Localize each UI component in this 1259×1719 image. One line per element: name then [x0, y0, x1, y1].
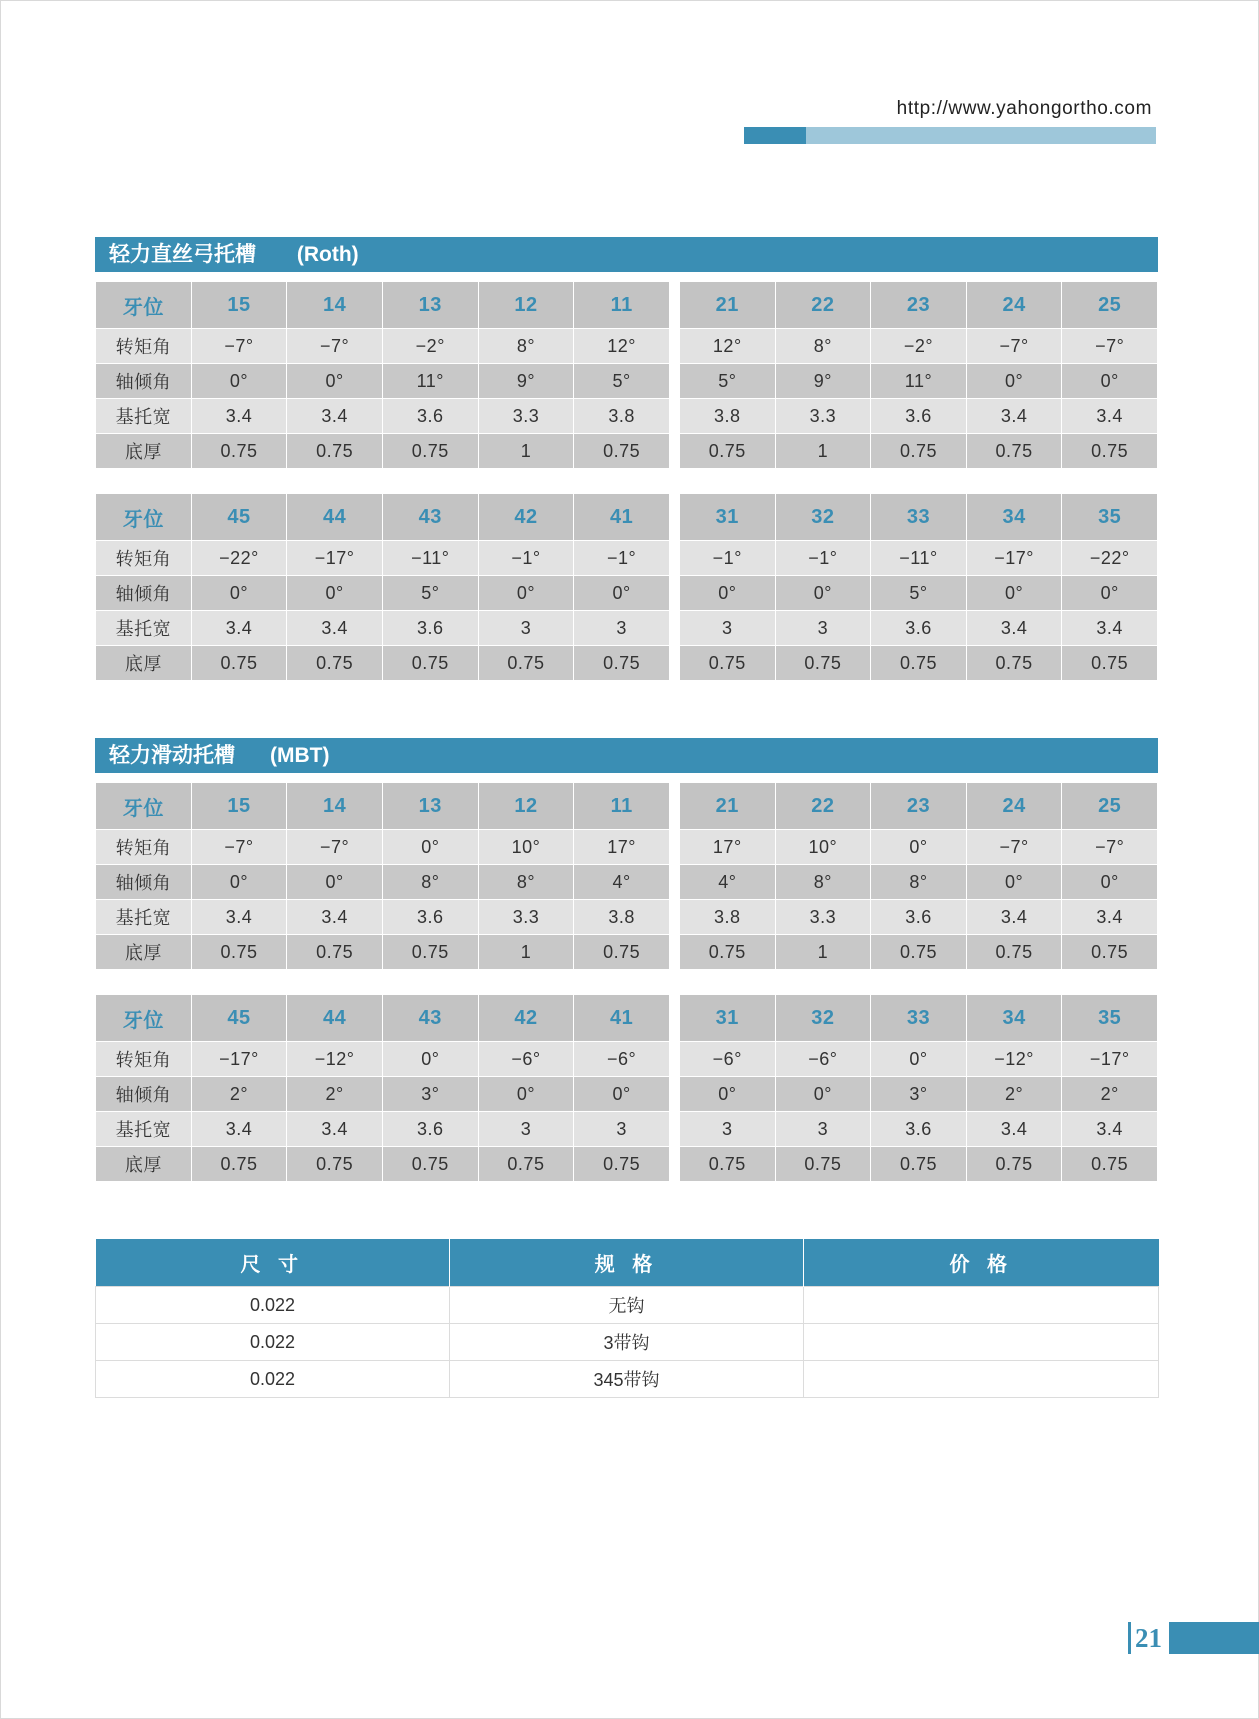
- value-cell: −17°: [191, 1042, 287, 1077]
- value-cell: 0.75: [574, 1147, 670, 1182]
- row-label: 轴倾角: [96, 1077, 192, 1112]
- value-cell: 17°: [680, 830, 776, 865]
- value-cell: 0.75: [191, 935, 287, 970]
- base-thickness-row: [96, 646, 670, 681]
- value-cell: 9°: [775, 364, 871, 399]
- tooth-number-cell: 23: [871, 783, 967, 830]
- value-cell: 0.75: [680, 646, 776, 681]
- tooth-position-row: [680, 494, 1158, 541]
- tooth-number-cell: 22: [775, 282, 871, 329]
- value-cell: 3.3: [775, 900, 871, 935]
- tooth-number-cell: 32: [775, 494, 871, 541]
- value-cell: 3.6: [382, 1112, 478, 1147]
- angulation-row: [96, 1077, 670, 1112]
- value-cell: 0°: [191, 364, 287, 399]
- value-cell: 1: [775, 434, 871, 469]
- value-cell: 0°: [1062, 865, 1158, 900]
- tooth-number-cell: 35: [1062, 995, 1158, 1042]
- row-label: 基托宽: [96, 611, 192, 646]
- tooth-number-cell: 41: [574, 995, 670, 1042]
- value-cell: −12°: [287, 1042, 383, 1077]
- value-cell: 0.75: [287, 434, 383, 469]
- value-cell: 3.3: [478, 900, 574, 935]
- row-label: 牙位: [96, 494, 192, 541]
- row-label: 转矩角: [96, 329, 192, 364]
- value-cell: 0°: [382, 830, 478, 865]
- value-cell: 2°: [1062, 1077, 1158, 1112]
- value-cell: 12°: [680, 329, 776, 364]
- value-cell: 0.75: [775, 1147, 871, 1182]
- row-label: 转矩角: [96, 541, 192, 576]
- value-cell: 3.4: [1062, 399, 1158, 434]
- size-cell: 0.022: [96, 1324, 450, 1361]
- section-title-roth: 轻力直丝弓托槽 (Roth): [95, 237, 1158, 272]
- value-cell: 1: [478, 434, 574, 469]
- value-cell: 0°: [871, 830, 967, 865]
- tooth-number-cell: 35: [1062, 494, 1158, 541]
- value-cell: 17°: [574, 830, 670, 865]
- value-cell: 3°: [382, 1077, 478, 1112]
- value-cell: 3.6: [871, 1112, 967, 1147]
- value-cell: 3: [775, 1112, 871, 1147]
- value-cell: 3.4: [966, 1112, 1062, 1147]
- row-label: 转矩角: [96, 1042, 192, 1077]
- value-cell: 0°: [478, 576, 574, 611]
- value-cell: 3°: [871, 1077, 967, 1112]
- tooth-number-cell: 13: [382, 783, 478, 830]
- value-cell: 3.8: [680, 399, 776, 434]
- base-width-row: [680, 900, 1158, 935]
- value-cell: 3: [775, 611, 871, 646]
- tooth-number-cell: 14: [287, 282, 383, 329]
- roth-upper-right: [679, 281, 1158, 469]
- value-cell: 3: [574, 611, 670, 646]
- row-label: 底厚: [96, 646, 192, 681]
- tooth-number-cell: 44: [287, 494, 383, 541]
- value-cell: 3.4: [191, 399, 287, 434]
- value-cell: −1°: [680, 541, 776, 576]
- tooth-number-cell: 24: [966, 783, 1062, 830]
- value-cell: −6°: [775, 1042, 871, 1077]
- value-cell: 3.4: [287, 611, 383, 646]
- tooth-number-cell: 25: [1062, 783, 1158, 830]
- roth-upper-table: [95, 281, 1158, 469]
- value-cell: 0°: [574, 576, 670, 611]
- tooth-position-row: [680, 282, 1158, 329]
- spec-cell: 345带钩: [450, 1361, 804, 1398]
- value-cell: 0.75: [966, 646, 1062, 681]
- torque-row: [96, 329, 670, 364]
- value-cell: 0°: [287, 364, 383, 399]
- value-cell: 5°: [871, 576, 967, 611]
- angulation-row: [96, 364, 670, 399]
- tooth-number-cell: 11: [574, 783, 670, 830]
- value-cell: −11°: [871, 541, 967, 576]
- value-cell: 3.6: [382, 900, 478, 935]
- value-cell: 0.75: [680, 1147, 776, 1182]
- value-cell: 0°: [478, 1077, 574, 1112]
- base-width-row: [680, 1112, 1158, 1147]
- tooth-number-cell: 14: [287, 783, 383, 830]
- price-cell: [804, 1287, 1159, 1324]
- tooth-number-cell: 44: [287, 995, 383, 1042]
- value-cell: 0.75: [680, 935, 776, 970]
- value-cell: 0.75: [287, 1147, 383, 1182]
- header-spec: 规 格: [450, 1239, 804, 1287]
- value-cell: 0.75: [574, 434, 670, 469]
- value-cell: 8°: [775, 865, 871, 900]
- value-cell: 3.4: [287, 1112, 383, 1147]
- tooth-number-cell: 43: [382, 995, 478, 1042]
- header-accent-bar-dark: [744, 127, 806, 144]
- value-cell: 0.75: [1062, 646, 1158, 681]
- value-cell: −22°: [191, 541, 287, 576]
- value-cell: 3.4: [966, 900, 1062, 935]
- tooth-number-cell: 45: [191, 995, 287, 1042]
- value-cell: 8°: [478, 865, 574, 900]
- roth-upper-left: [95, 281, 670, 469]
- value-cell: 3.4: [191, 1112, 287, 1147]
- value-cell: 5°: [382, 576, 478, 611]
- value-cell: −7°: [966, 329, 1062, 364]
- value-cell: −6°: [680, 1042, 776, 1077]
- website-url[interactable]: http://www.yahongortho.com: [896, 98, 1152, 119]
- value-cell: −11°: [382, 541, 478, 576]
- value-cell: −6°: [478, 1042, 574, 1077]
- price-cell: [804, 1324, 1159, 1361]
- value-cell: 5°: [680, 364, 776, 399]
- tooth-number-cell: 41: [574, 494, 670, 541]
- value-cell: 3.4: [191, 900, 287, 935]
- value-cell: 3: [574, 1112, 670, 1147]
- value-cell: 0.75: [1062, 434, 1158, 469]
- tooth-number-cell: 21: [680, 783, 776, 830]
- value-cell: 0°: [191, 576, 287, 611]
- tooth-number-cell: 33: [871, 494, 967, 541]
- tooth-number-cell: 45: [191, 494, 287, 541]
- value-cell: 0°: [287, 865, 383, 900]
- value-cell: 8°: [382, 865, 478, 900]
- roth-lower-table: [95, 493, 1158, 681]
- torque-row: [680, 541, 1158, 576]
- value-cell: 0°: [966, 364, 1062, 399]
- header-price: 价 格: [804, 1239, 1159, 1287]
- value-cell: 0.75: [1062, 1147, 1158, 1182]
- tooth-number-cell: 15: [191, 282, 287, 329]
- value-cell: 12°: [574, 329, 670, 364]
- tooth-number-cell: 34: [966, 494, 1062, 541]
- tooth-number-cell: 25: [1062, 282, 1158, 329]
- value-cell: −1°: [478, 541, 574, 576]
- tooth-number-cell: 33: [871, 995, 967, 1042]
- value-cell: 3.4: [1062, 611, 1158, 646]
- size-cell: 0.022: [96, 1361, 450, 1398]
- value-cell: −12°: [966, 1042, 1062, 1077]
- torque-row: [680, 1042, 1158, 1077]
- value-cell: 0.75: [966, 434, 1062, 469]
- price-table-header: [96, 1239, 1159, 1287]
- tooth-position-row: [680, 783, 1158, 830]
- value-cell: 0.75: [382, 1147, 478, 1182]
- value-cell: 0°: [775, 1077, 871, 1112]
- tooth-number-cell: 12: [478, 282, 574, 329]
- value-cell: 8°: [775, 329, 871, 364]
- mbt-lower-right: [679, 994, 1158, 1182]
- value-cell: 11°: [382, 364, 478, 399]
- value-cell: 3: [680, 1112, 776, 1147]
- value-cell: 3.4: [287, 399, 383, 434]
- tooth-number-cell: 22: [775, 783, 871, 830]
- value-cell: 0.75: [382, 434, 478, 469]
- tooth-number-cell: 24: [966, 282, 1062, 329]
- value-cell: 3.8: [574, 399, 670, 434]
- price-table: [95, 1239, 1159, 1398]
- page-number-rule: [1128, 1622, 1131, 1654]
- angulation-row: [680, 865, 1158, 900]
- roth-lower-left: [95, 493, 670, 681]
- value-cell: −2°: [871, 329, 967, 364]
- value-cell: 0°: [191, 865, 287, 900]
- tooth-number-cell: 34: [966, 995, 1062, 1042]
- tooth-number-cell: 21: [680, 282, 776, 329]
- value-cell: −17°: [966, 541, 1062, 576]
- tooth-number-cell: 23: [871, 282, 967, 329]
- value-cell: 3.6: [871, 399, 967, 434]
- row-label: 底厚: [96, 935, 192, 970]
- page-number: 21: [1135, 1623, 1162, 1653]
- value-cell: 0.75: [382, 646, 478, 681]
- row-label: 牙位: [96, 783, 192, 830]
- value-cell: 3.3: [775, 399, 871, 434]
- value-cell: 0.75: [191, 646, 287, 681]
- value-cell: 0.75: [191, 434, 287, 469]
- tooth-position-row: [96, 995, 670, 1042]
- value-cell: −22°: [1062, 541, 1158, 576]
- value-cell: 0°: [966, 865, 1062, 900]
- value-cell: 0°: [680, 576, 776, 611]
- page-number-bar: [1169, 1622, 1259, 1654]
- price-cell: [804, 1361, 1159, 1398]
- tooth-number-cell: 11: [574, 282, 670, 329]
- value-cell: 1: [775, 935, 871, 970]
- value-cell: 9°: [478, 364, 574, 399]
- table-row: [96, 1361, 1159, 1398]
- value-cell: 0°: [574, 1077, 670, 1112]
- row-label: 底厚: [96, 434, 192, 469]
- tooth-position-row: [96, 494, 670, 541]
- angulation-row: [96, 865, 670, 900]
- value-cell: 0.75: [574, 935, 670, 970]
- angulation-row: [680, 1077, 1158, 1112]
- value-cell: 2°: [287, 1077, 383, 1112]
- value-cell: −7°: [191, 329, 287, 364]
- value-cell: 10°: [478, 830, 574, 865]
- base-width-row: [680, 399, 1158, 434]
- value-cell: 2°: [191, 1077, 287, 1112]
- page-number-badge: [1128, 1622, 1259, 1654]
- mbt-upper-right: [679, 782, 1158, 970]
- row-label: 牙位: [96, 282, 192, 329]
- tooth-number-cell: 31: [680, 494, 776, 541]
- value-cell: 3.4: [1062, 1112, 1158, 1147]
- spec-cell: 3带钩: [450, 1324, 804, 1361]
- value-cell: 3.4: [966, 611, 1062, 646]
- value-cell: 0°: [1062, 576, 1158, 611]
- torque-row: [680, 830, 1158, 865]
- tooth-position-row: [96, 783, 670, 830]
- value-cell: 3.4: [287, 900, 383, 935]
- row-label: 基托宽: [96, 399, 192, 434]
- base-thickness-row: [680, 1147, 1158, 1182]
- table-row: [96, 1324, 1159, 1361]
- value-cell: −7°: [287, 329, 383, 364]
- angulation-row: [96, 576, 670, 611]
- mbt-upper-table: [95, 782, 1158, 970]
- value-cell: 0.75: [382, 935, 478, 970]
- value-cell: 0.75: [478, 646, 574, 681]
- value-cell: 3.4: [1062, 900, 1158, 935]
- value-cell: 3.8: [680, 900, 776, 935]
- table-row: [96, 1287, 1159, 1324]
- row-label: 轴倾角: [96, 865, 192, 900]
- value-cell: 0°: [287, 576, 383, 611]
- value-cell: −7°: [287, 830, 383, 865]
- value-cell: −6°: [574, 1042, 670, 1077]
- row-label: 轴倾角: [96, 576, 192, 611]
- value-cell: 3: [680, 611, 776, 646]
- tooth-number-cell: 15: [191, 783, 287, 830]
- value-cell: 0.75: [775, 646, 871, 681]
- base-width-row: [96, 399, 670, 434]
- roth-lower-right: [679, 493, 1158, 681]
- tooth-number-cell: 43: [382, 494, 478, 541]
- base-thickness-row: [680, 434, 1158, 469]
- value-cell: 0.75: [287, 935, 383, 970]
- torque-row: [96, 541, 670, 576]
- tooth-position-row: [96, 282, 670, 329]
- row-label: 基托宽: [96, 900, 192, 935]
- value-cell: 0°: [775, 576, 871, 611]
- tooth-position-row: [680, 995, 1158, 1042]
- row-label: 基托宽: [96, 1112, 192, 1147]
- torque-row: [96, 1042, 670, 1077]
- value-cell: 3.6: [871, 900, 967, 935]
- value-cell: 0°: [382, 1042, 478, 1077]
- mbt-lower-left: [95, 994, 670, 1182]
- value-cell: 0.75: [478, 1147, 574, 1182]
- base-width-row: [96, 611, 670, 646]
- mbt-lower-table: [95, 994, 1158, 1182]
- tooth-number-cell: 13: [382, 282, 478, 329]
- torque-row: [680, 329, 1158, 364]
- value-cell: 0.75: [966, 1147, 1062, 1182]
- value-cell: 0.75: [871, 646, 967, 681]
- value-cell: 0.75: [191, 1147, 287, 1182]
- value-cell: 4°: [574, 865, 670, 900]
- value-cell: 10°: [775, 830, 871, 865]
- value-cell: 3.6: [382, 399, 478, 434]
- value-cell: 0°: [1062, 364, 1158, 399]
- value-cell: 3.6: [871, 611, 967, 646]
- spec-cell: 无钩: [450, 1287, 804, 1324]
- value-cell: 0.75: [574, 646, 670, 681]
- value-cell: 0.75: [287, 646, 383, 681]
- value-cell: 0°: [680, 1077, 776, 1112]
- value-cell: 3.3: [478, 399, 574, 434]
- base-width-row: [680, 611, 1158, 646]
- header-size: 尺 寸: [96, 1239, 450, 1287]
- base-thickness-row: [96, 434, 670, 469]
- mbt-upper-left: [95, 782, 670, 970]
- value-cell: 0.75: [871, 434, 967, 469]
- tooth-number-cell: 31: [680, 995, 776, 1042]
- value-cell: 1: [478, 935, 574, 970]
- value-cell: 0.75: [680, 434, 776, 469]
- value-cell: −7°: [966, 830, 1062, 865]
- tooth-number-cell: 42: [478, 494, 574, 541]
- value-cell: 0.75: [1062, 935, 1158, 970]
- section-title-mbt: 轻力滑动托槽 (MBT): [95, 738, 1158, 773]
- tooth-number-cell: 12: [478, 783, 574, 830]
- value-cell: −2°: [382, 329, 478, 364]
- value-cell: −7°: [1062, 329, 1158, 364]
- angulation-row: [680, 576, 1158, 611]
- value-cell: 3: [478, 1112, 574, 1147]
- value-cell: 11°: [871, 364, 967, 399]
- value-cell: 3.4: [966, 399, 1062, 434]
- value-cell: 0.75: [871, 1147, 967, 1182]
- value-cell: 5°: [574, 364, 670, 399]
- base-width-row: [96, 1112, 670, 1147]
- base-thickness-row: [96, 1147, 670, 1182]
- value-cell: 0.75: [871, 935, 967, 970]
- header-accent-bar: [744, 127, 1156, 144]
- value-cell: 0°: [966, 576, 1062, 611]
- value-cell: 3.8: [574, 900, 670, 935]
- value-cell: −7°: [191, 830, 287, 865]
- angulation-row: [680, 364, 1158, 399]
- value-cell: 3: [478, 611, 574, 646]
- value-cell: −7°: [1062, 830, 1158, 865]
- base-thickness-row: [96, 935, 670, 970]
- value-cell: 3.6: [382, 611, 478, 646]
- torque-row: [96, 830, 670, 865]
- value-cell: 0°: [871, 1042, 967, 1077]
- size-cell: 0.022: [96, 1287, 450, 1324]
- row-label: 底厚: [96, 1147, 192, 1182]
- value-cell: −17°: [1062, 1042, 1158, 1077]
- value-cell: 0.75: [966, 935, 1062, 970]
- base-thickness-row: [680, 646, 1158, 681]
- base-width-row: [96, 900, 670, 935]
- tooth-number-cell: 32: [775, 995, 871, 1042]
- row-label: 转矩角: [96, 830, 192, 865]
- value-cell: −1°: [775, 541, 871, 576]
- row-label: 牙位: [96, 995, 192, 1042]
- value-cell: 4°: [680, 865, 776, 900]
- value-cell: −17°: [287, 541, 383, 576]
- tooth-number-cell: 42: [478, 995, 574, 1042]
- value-cell: 8°: [871, 865, 967, 900]
- value-cell: 3.4: [191, 611, 287, 646]
- base-thickness-row: [680, 935, 1158, 970]
- value-cell: 2°: [966, 1077, 1062, 1112]
- value-cell: −1°: [574, 541, 670, 576]
- value-cell: 8°: [478, 329, 574, 364]
- row-label: 轴倾角: [96, 364, 192, 399]
